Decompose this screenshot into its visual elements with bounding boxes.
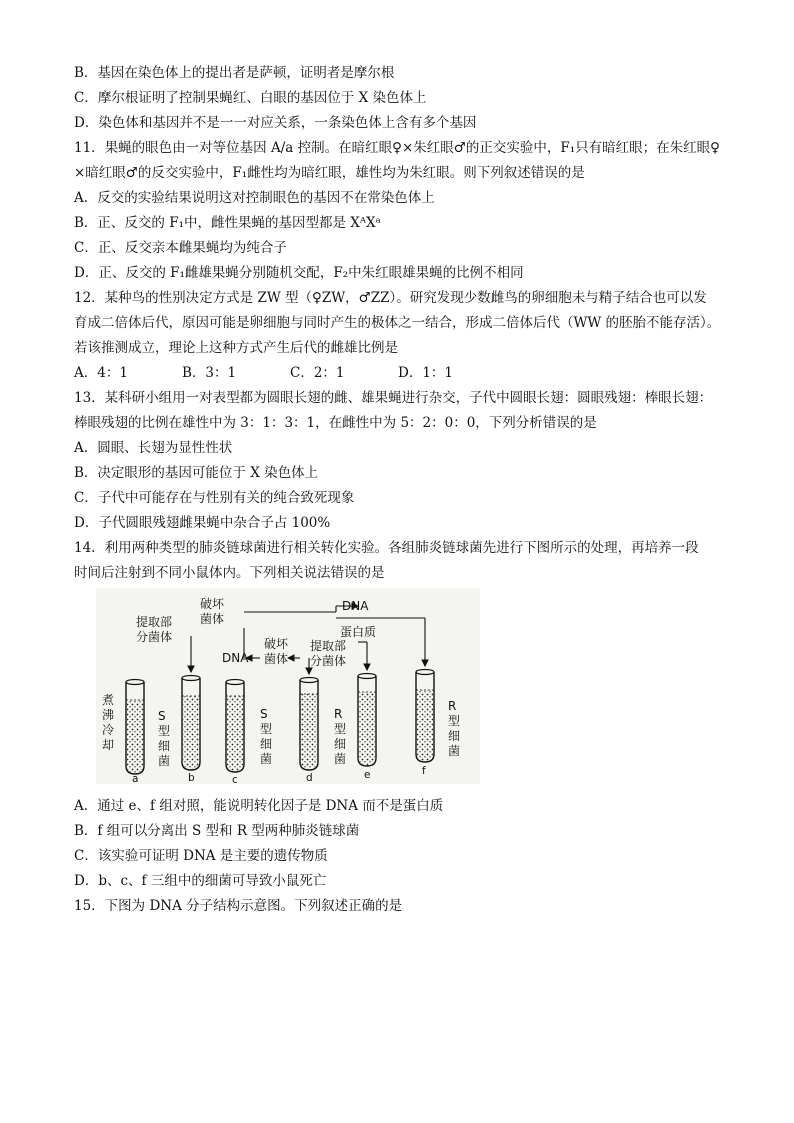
protein-label: 蛋白质: [340, 625, 377, 639]
q12-stem-line1: 12．某种鸟的性别决定方式是 ZW 型（♀ZW，♂ZZ）。研究发现少数雌鸟的卵细胞未与精子结合也可以发: [74, 290, 707, 306]
s-bacteria-label-1: S 型细菌: [158, 709, 171, 768]
q14-option-a: A．通过 e、f 组对照，能说明转化因子是 DNA 而不是蛋白质: [74, 798, 444, 814]
q12-stem-line3: 若该推测成立，理论上这种方式产生后代的雌雄比例是: [74, 340, 398, 356]
q11-option-c: C．正、反交亲本雌果蝇均为纯合子: [74, 240, 287, 256]
q10-option-d: D．染色体和基因并不是一一对应关系，一条染色体上含有多个基因: [74, 115, 477, 131]
q13-option-a: A．圆眼、长翅为显性性状: [74, 440, 233, 456]
boil-cool-label: 煮沸冷却: [102, 693, 115, 752]
q14-option-d: D．b、c、f 三组中的细菌可导致小鼠死亡: [74, 873, 327, 889]
q12-option-c: C．2：1: [290, 365, 345, 381]
tube-label-e: e: [364, 769, 371, 781]
tube-label-c: c: [232, 774, 238, 784]
q13-option-d: D．子代圆眼残翅雌果蝇中杂合子占 100%: [74, 515, 331, 531]
q15-stem: 15．下图为 DNA 分子结构示意图。下列叙述正确的是: [74, 898, 403, 914]
dna-label-top: DNA: [342, 599, 369, 613]
q12-option-b: B．3：1: [182, 365, 237, 381]
q11-option-b: B．正、反交的 F₁中，雌性果蝇的基因型都是 XᴬXᵃ: [74, 215, 381, 231]
q11-option-a: A．反交的实验结果说明这对控制眼色的基因不在常染色体上: [74, 190, 435, 206]
q14-stem-line1: 14．利用两种类型的肺炎链球菌进行相关转化实验。各组肺炎链球菌先进行下图所示的处理，再培养一段: [74, 540, 699, 556]
q13-stem-line2: 棒眼残翅的比例在雄性中为 3：1：3：1，在雌性中为 5：2：0：0，下列分析错误的是: [74, 415, 597, 431]
q13-stem-line1: 13．某科研小组用一对表型都为圆眼长翅的雌、雄果蝇进行杂交，子代中圆眼长翅：圆眼残翅：棒眼长翅：: [74, 390, 713, 406]
q13-option-c: C．子代中可能存在与性别有关的纯合致死现象: [74, 490, 355, 506]
q10-option-b: B．基因在染色体上的提出者是萨顿，证明者是摩尔根: [74, 65, 395, 81]
q14-option-c: C．该实验可证明 DNA 是主要的遗传物质: [74, 848, 328, 864]
r-bacteria-label-1: R 型细菌: [334, 707, 347, 766]
tube-label-b: b: [188, 772, 195, 784]
q14-option-b: B．f 组可以分离出 S 型和 R 型两种肺炎链球菌: [74, 823, 360, 839]
q11-stem-line2: ×暗红眼♂的反交实验中，F₁雌性均为暗红眼，雄性均为朱红眼。则下列叙述错误的是: [74, 165, 585, 181]
q12-option-a: A．4：1: [74, 365, 128, 381]
q12-option-d: D．1：1: [398, 365, 454, 381]
q14-stem-line2: 时间后注射到不同小鼠体内。下列相关说法错误的是: [74, 565, 385, 581]
r-bacteria-label-2: R 型细菌: [448, 699, 461, 758]
extract-label-mid: 提取部分菌体: [310, 639, 347, 668]
extract-label-top: 提取部分菌体: [136, 615, 173, 644]
q11-option-d: D．正、反交的 F₁雌雄果蝇分别随机交配，F₂中朱红眼雄果蝇的比例不相同: [74, 265, 524, 281]
q13-option-b: B．决定眼形的基因可能位于 X 染色体上: [74, 465, 319, 481]
q12-options: [74, 364, 506, 382]
destroy-label-mid: 破坏菌体: [264, 637, 289, 666]
tube-label-f: f: [422, 765, 426, 777]
transformation-experiment-figure: [96, 588, 480, 784]
destroy-label-top: 破坏菌体: [200, 597, 225, 626]
q12-stem-line2: 育成二倍体后代，原因可能是卵细胞与同时产生的极体之一结合，形成二倍体后代（WW 的胚胎不能存活）。: [74, 315, 721, 331]
dna-label-mid: DNA: [222, 651, 249, 665]
q11-stem-line1: 11．果蝇的眼色由一对等位基因 A/a 控制。在暗红眼♀×朱红眼♂的正交实验中，F₁只有暗红眼；在朱红眼♀: [74, 140, 721, 156]
q10-option-c: C．摩尔根证明了控制果蝇红、白眼的基因位于 X 染色体上: [74, 90, 427, 106]
tube-label-a: a: [132, 773, 139, 784]
tube-label-d: d: [306, 772, 313, 784]
s-bacteria-label-2: S 型细菌: [260, 707, 273, 766]
